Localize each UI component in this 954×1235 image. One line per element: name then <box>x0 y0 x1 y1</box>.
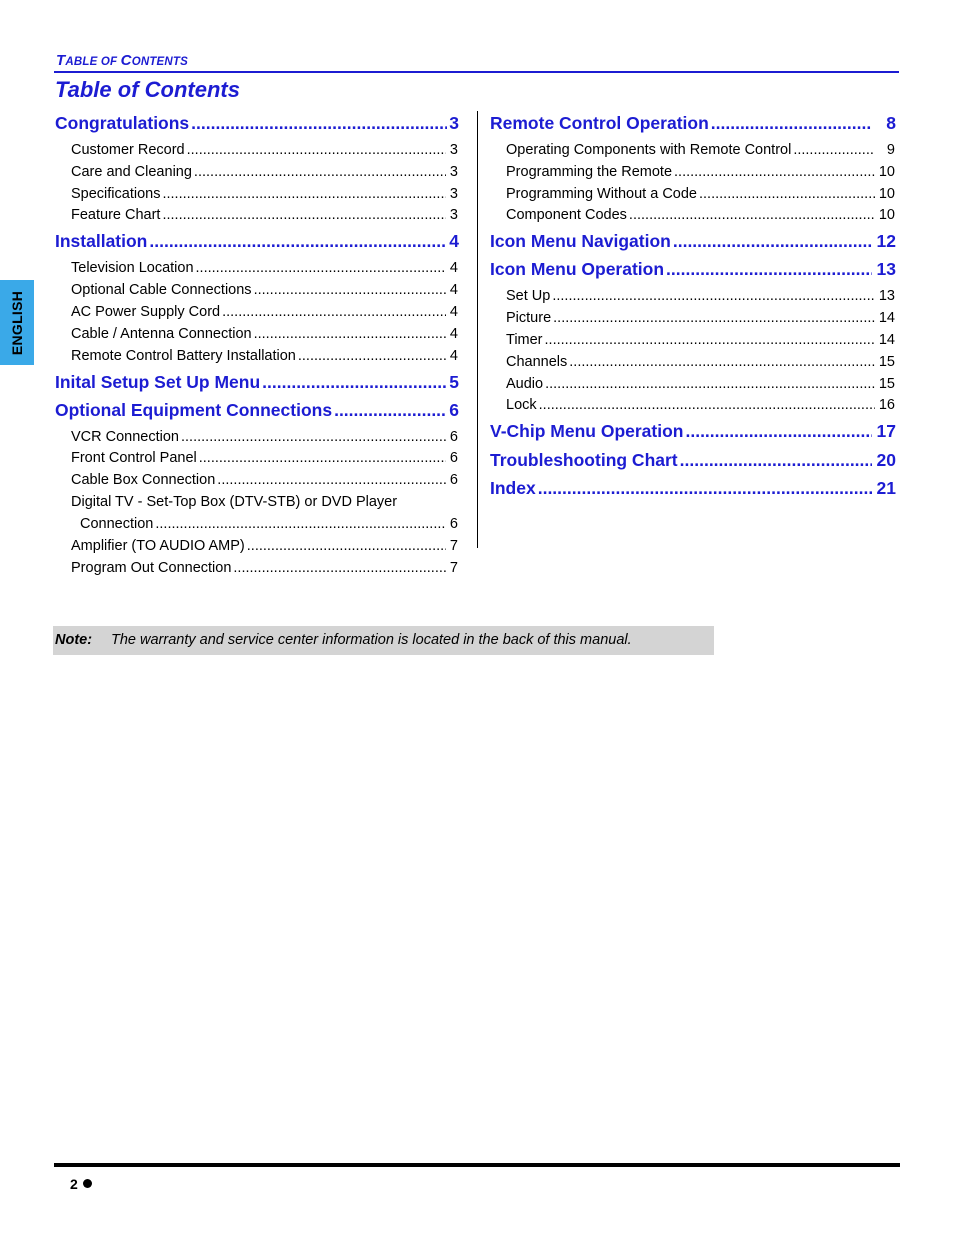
leader-dots <box>673 229 872 253</box>
leader-dots <box>545 329 875 351</box>
toc-entry-label: Audio <box>506 376 544 392</box>
toc-entry-page: 5 <box>449 372 459 392</box>
column-divider <box>477 111 478 548</box>
toc-entry-cable-antenna-connection[interactable] <box>71 323 458 345</box>
toc-entry-page: 13 <box>878 288 895 304</box>
toc-entry-label: Front Control Panel <box>71 450 197 466</box>
toc-entry-label: Optional Cable Connections <box>71 282 252 298</box>
toc-entry-programming-without-code[interactable] <box>506 183 895 205</box>
footer-rule <box>54 1163 900 1167</box>
toc-entry-icon-menu-operation[interactable] <box>490 257 896 281</box>
leader-dots <box>666 257 872 281</box>
leader-dots <box>680 448 872 472</box>
language-tab-label: ENGLISH <box>9 290 25 355</box>
toc-entry-page: 6 <box>449 472 458 488</box>
toc-entry-troubleshooting-chart[interactable] <box>490 448 896 472</box>
toc-entry-audio[interactable] <box>506 373 895 395</box>
toc-entry-page: 15 <box>878 376 895 392</box>
toc-entry-label: Inital Setup Set Up Menu <box>55 372 261 392</box>
toc-entry-page: 13 <box>876 259 896 279</box>
page-number: 2 <box>70 1176 78 1192</box>
toc-entry-remote-control-operation[interactable] <box>490 111 896 135</box>
toc-entry-label: Care and Cleaning <box>71 164 192 180</box>
leader-dots <box>569 351 875 373</box>
leader-dots <box>553 307 875 329</box>
toc-entry-icon-menu-navigation[interactable] <box>490 229 896 253</box>
toc-entry-page: 3 <box>449 186 458 202</box>
leader-dots <box>187 139 446 161</box>
leader-dots <box>222 301 446 323</box>
toc-entry-label: Connection <box>80 516 154 532</box>
leader-dots <box>162 183 446 205</box>
toc-entry-page: 10 <box>878 207 895 223</box>
running-head-rest-1: ABLE OF <box>65 56 121 68</box>
toc-entry-page: 6 <box>449 400 459 420</box>
toc-entry-page: 10 <box>878 186 895 202</box>
toc-entry-label: Remote Control Operation <box>490 113 709 133</box>
leader-dots <box>545 373 875 395</box>
toc-entry-page: 20 <box>876 450 896 470</box>
toc-entry-label: Digital TV - Set-Top Box (DTV-STB) or DVD Player <box>71 494 398 510</box>
page-title: Table of Contents <box>55 77 240 102</box>
leader-dots <box>674 161 875 183</box>
toc-entry-label: Component Codes <box>506 207 627 223</box>
toc-entry-page: 9 <box>886 142 895 158</box>
leader-dots <box>149 229 447 253</box>
toc-entry-remote-battery-installation[interactable] <box>71 345 458 367</box>
toc-entry-page: 12 <box>876 231 896 251</box>
leader-dots <box>298 345 446 367</box>
toc-entry-page: 16 <box>878 397 895 413</box>
toc-entry-label: Customer Record <box>71 142 185 158</box>
leader-dots <box>262 370 447 394</box>
toc-entry-label: Specifications <box>71 186 161 202</box>
toc-entry-page: 4 <box>449 348 458 364</box>
header-rule <box>54 71 899 73</box>
toc-entry-ac-power-supply-cord[interactable] <box>71 301 458 323</box>
toc-entry-initial-setup[interactable] <box>55 370 459 394</box>
toc-entry-page: 4 <box>449 326 458 342</box>
toc-entry-component-codes[interactable] <box>506 204 895 226</box>
toc-entry-label: Programming Without a Code <box>506 186 697 202</box>
leader-dots <box>538 476 872 500</box>
leader-dots <box>539 394 875 416</box>
toc-entry-label: Amplifier (TO AUDIO AMP) <box>71 538 245 554</box>
leader-dots <box>194 161 446 183</box>
toc-entry-label: Cable Box Connection <box>71 472 216 488</box>
toc-entry-set-up[interactable] <box>506 285 895 307</box>
toc-entry-label: AC Power Supply Cord <box>71 304 221 320</box>
running-head-rest-2: ONTENTS <box>131 56 189 68</box>
leader-dots <box>199 447 446 469</box>
toc-entry-front-control-panel[interactable] <box>71 447 458 469</box>
toc-entry-page: 4 <box>449 282 458 298</box>
leader-dots <box>629 204 875 226</box>
toc-entry-label: Operating Components with Remote Control <box>506 142 792 158</box>
toc-entry-page: 4 <box>449 304 458 320</box>
toc-entry-congratulations[interactable] <box>55 111 459 135</box>
toc-entry-page: 15 <box>878 354 895 370</box>
bullet-icon <box>83 1179 92 1188</box>
leader-dots <box>247 535 446 557</box>
leader-dots <box>685 419 872 443</box>
toc-entry-specifications[interactable] <box>71 183 458 205</box>
toc-entry-page: 10 <box>878 164 895 180</box>
toc-entry-label: Television Location <box>71 260 194 276</box>
toc-entry-picture[interactable] <box>506 307 895 329</box>
toc-entry-page: 8 <box>886 113 896 133</box>
leader-dots <box>699 183 875 205</box>
toc-entry-page: 3 <box>449 142 458 158</box>
warranty-note <box>53 626 714 655</box>
running-head <box>56 52 188 69</box>
toc-entry-page: 6 <box>449 450 458 466</box>
toc-entry-page: 3 <box>449 113 459 133</box>
toc-entry-page: 17 <box>876 421 896 441</box>
toc-entry-page: 14 <box>878 332 895 348</box>
toc-entry-operating-components[interactable] <box>506 139 895 161</box>
toc-entry-label: Troubleshooting Chart <box>490 450 678 470</box>
toc-entry-label: Icon Menu Operation <box>490 259 665 279</box>
leader-dots <box>196 257 446 279</box>
leader-dots <box>155 513 446 535</box>
toc-entry-customer-record[interactable] <box>71 139 458 161</box>
toc-entry-label: VCR Connection <box>71 429 179 445</box>
leader-dots <box>191 111 447 135</box>
toc-entry-page: 4 <box>449 260 458 276</box>
toc-entry-lock[interactable] <box>506 394 895 416</box>
leader-dots <box>711 111 872 135</box>
toc-entry-label: Programming the Remote <box>506 164 673 180</box>
toc-entry-page: 3 <box>449 164 458 180</box>
toc-entry-label: Icon Menu Navigation <box>490 231 671 251</box>
running-head-initial-2: C <box>120 52 132 69</box>
running-head-initial-1: T <box>56 52 66 69</box>
toc-entry-programming-the-remote[interactable] <box>506 161 895 183</box>
leader-dots <box>552 285 875 307</box>
toc-entry-page: 6 <box>449 516 458 532</box>
toc-entry-label: Set Up <box>506 288 551 304</box>
toc-entry-label: Program Out Connection <box>71 560 232 576</box>
language-tab <box>0 280 34 365</box>
toc-entry-care-and-cleaning[interactable] <box>71 161 458 183</box>
toc-entry-label: Lock <box>506 397 537 413</box>
toc-entry-installation[interactable] <box>55 229 459 253</box>
toc-entry-cable-box-connection[interactable] <box>71 469 458 491</box>
leader-dots <box>254 323 446 345</box>
leader-dots <box>217 469 446 491</box>
toc-entry-television-location[interactable] <box>71 257 458 279</box>
toc-entry-vcr-connection[interactable] <box>71 426 458 448</box>
toc-entry-label: Installation <box>55 231 148 251</box>
toc-entry-label: Channels <box>506 354 568 370</box>
leader-dots <box>793 139 875 161</box>
note-label: Note: <box>55 632 93 648</box>
toc-entry-label: V-Chip Menu Operation <box>490 421 684 441</box>
toc-entry-label: Timer <box>506 332 543 348</box>
toc-entry-page: 4 <box>449 231 459 251</box>
toc-entry-page: 7 <box>449 538 458 554</box>
leader-dots <box>334 398 447 422</box>
toc-entry-page: 21 <box>876 478 896 498</box>
leader-dots <box>233 557 446 579</box>
toc-entry-page: 14 <box>878 310 895 326</box>
toc-entry-label: Remote Control Battery Installation <box>71 348 296 364</box>
toc-entry-optional-cable-connections[interactable] <box>71 279 458 301</box>
leader-dots <box>162 204 446 226</box>
toc-entry-amplifier[interactable] <box>71 535 458 557</box>
toc-entry-label: Congratulations <box>55 113 190 133</box>
toc-entry-label: Cable / Antenna Connection <box>71 326 252 342</box>
toc-entry-label: Picture <box>506 310 552 326</box>
toc-entry-page: 7 <box>449 560 458 576</box>
leader-dots <box>181 426 446 448</box>
toc-entry-digital-tv-set-top-box[interactable] <box>71 491 458 513</box>
toc-entry-channels[interactable] <box>506 351 895 373</box>
toc-entry-dtv-connection[interactable] <box>80 513 458 535</box>
toc-entry-page: 6 <box>449 429 458 445</box>
note-text: The warranty and service center information is located in the back of this manual. <box>111 632 632 648</box>
toc-entry-optional-equipment-connections[interactable] <box>55 398 459 422</box>
toc-entry-feature-chart[interactable] <box>71 204 458 226</box>
toc-entry-label: Feature Chart <box>71 207 161 223</box>
toc-entry-index[interactable] <box>490 476 896 500</box>
toc-entry-program-out-connection[interactable] <box>71 557 458 579</box>
toc-entry-label: Optional Equipment Connections <box>55 400 333 420</box>
toc-entry-label: Index <box>490 478 536 498</box>
toc-entry-v-chip-menu-operation[interactable] <box>490 419 896 443</box>
toc-entry-timer[interactable] <box>506 329 895 351</box>
leader-dots <box>254 279 446 301</box>
toc-entry-page: 3 <box>449 207 458 223</box>
